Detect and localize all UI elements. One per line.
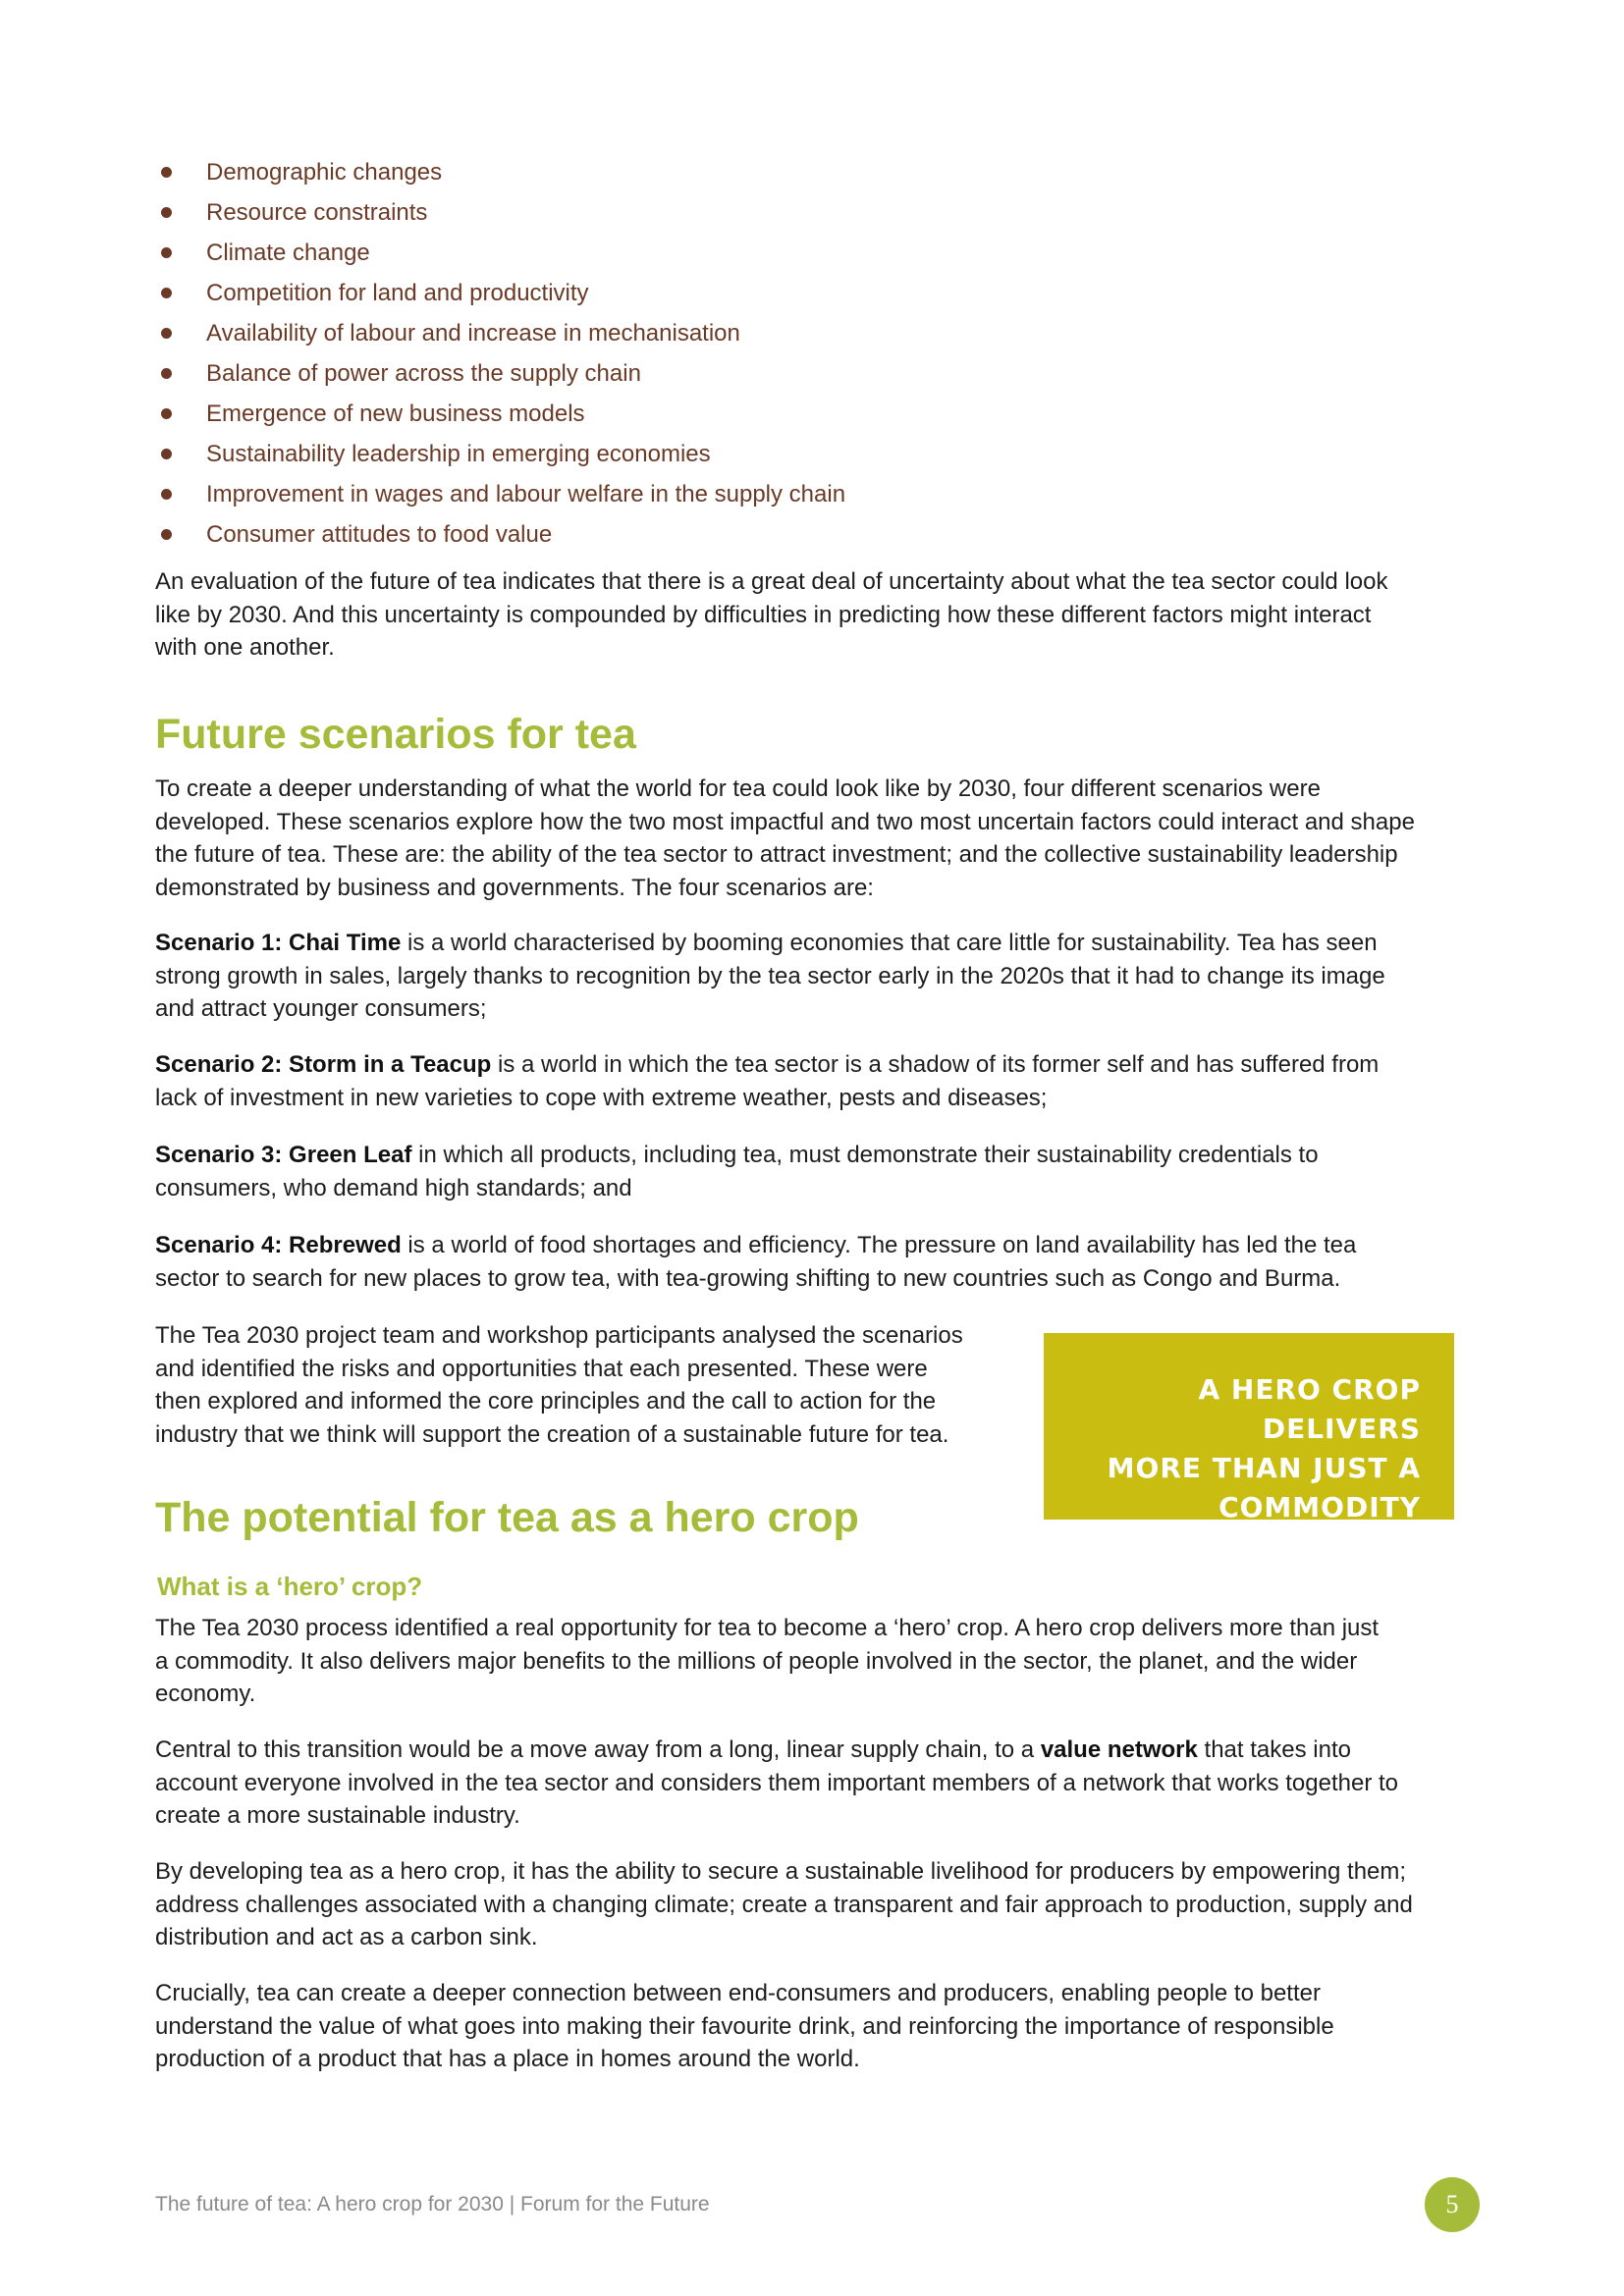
bullet-icon [161,207,172,218]
list-item: Improvement in wages and labour welfare in the supply chain [155,474,1137,514]
hero-crop-paragraph-2: Central to this transition would be a move away from a long, linear supply chain, to a value network that takes into account everyone involved in the tea sector and considers them important members of a network that works together to create a more sustainable industry. [155,1736,1398,1829]
bullet-icon [161,247,172,258]
list-item: Consumer attitudes to food value [155,514,1137,555]
list-item: Availability of labour and increase in mechanisation [155,313,1137,353]
bullet-icon [161,408,172,419]
footer-title: The future of tea: A hero crop for 2030 | Forum for the Future [155,2193,710,2216]
list-item: Demographic changes [155,152,1137,192]
list-item: Emergence of new business models [155,394,1137,434]
scenario-4-paragraph: Scenario 4: Rebrewed is a world of food shortages and efficiency. The pressure on land availability has led the tea sector to search for new places to grow tea, with tea-growing shifting to new countries such as Congo and Burma. [155,1232,1357,1292]
list-item: Sustainability leadership in emerging economies [155,434,1137,474]
section-heading-future-scenarios: Future scenarios for tea [155,711,636,758]
bullet-icon [161,167,172,178]
bullet-icon [161,368,172,379]
scenario-label: Scenario 2: Storm in a Teacup [155,1051,492,1078]
bullet-icon [161,328,172,339]
scenario-label: Scenario 3: Green Leaf [155,1142,412,1168]
list-item: Competition for land and productivity [155,273,1137,313]
page-number-badge: 5 [1425,2177,1480,2232]
list-item: Balance of power across the supply chain [155,353,1137,394]
scenario-3-paragraph: Scenario 3: Green Leaf in which all products, including tea, must demonstrate their sustainability credentials to consumers, who demand high standards; and [155,1142,1319,1201]
intro-paragraph: An evaluation of the future of tea indicates that there is a great deal of uncertainty about what the tea sector could look like by 2030. And this uncertainty is compounded by difficulties in predicting how these different factors might interact with one another. [155,568,1388,661]
scenarios-intro-paragraph: To create a deeper understanding of what the world for tea could look like by 2030, four different scenarios were developed. These scenarios explore how the two most impactful and two most uncertain factors could interact and shape the future of tea. These are: the ability of the tea sector to attract investment; and the collective sustainability leadership demonstrated by business and governments. The four scenarios are: [155,775,1415,901]
hero-crop-paragraph-4: Crucially, tea can create a deeper connection between end-consumers and producers, enabling people to better understand the value of what goes into making their favourite drink, and reinforcing the importance of responsible production of a product that has a place in homes around the world. [155,1980,1334,2072]
list-item: Climate change [155,233,1137,273]
scenario-label: Scenario 1: Chai Time [155,930,402,956]
scenario-1-paragraph: Scenario 1: Chai Time is a world characterised by booming economies that care little for sustainability. Tea has seen strong growth in sales, largely thanks to recognition by the tea sector early in the 2020s that it had to change its image and attract younger consumers; [155,930,1385,1022]
factor-bullet-list [155,152,1137,555]
hero-crop-paragraph-1: The Tea 2030 process identified a real opportunity for tea to become a ‘hero’ crop. A hero crop delivers more than just a commodity. It also delivers major benefits to the millions of people involved in the sector, the planet, and the wider economy. [155,1615,1380,1707]
hero-crop-paragraph-3: By developing tea as a hero crop, it has the ability to secure a sustainable livelihood for producers by empowering them; address challenges associated with a changing climate; create a transparent and fair approach to production, supply and distribution and act as a carbon sink. [155,1858,1413,1950]
value-network-term: value network [1040,1736,1198,1763]
project-team-paragraph: The Tea 2030 project team and workshop participants analysed the scenarios and identified the risks and opportunities that each presented. These were then explored and informed the core principles and the call to action for the industry that we think will support the creation of a sustainable future for tea. [155,1322,963,1448]
bullet-icon [161,449,172,459]
subheading-what-is-hero-crop: What is a ‘hero’ crop? [157,1572,423,1601]
bullet-icon [161,489,172,500]
section-heading-hero-crop: The potential for tea as a hero crop [155,1494,859,1541]
bullet-icon [161,288,172,298]
scenario-label: Scenario 4: Rebrewed [155,1232,402,1258]
bullet-icon [161,529,172,540]
pull-quote-callout: A HERO CROP DELIVERS MORE THAN JUST A COMMODITY [1044,1333,1454,1520]
list-item: Resource constraints [155,192,1137,233]
scenario-2-paragraph: Scenario 2: Storm in a Teacup is a world in which the tea sector is a shadow of its former self and has suffered from lack of investment in new varieties to cope with extreme weather, pests and diseases; [155,1051,1380,1111]
